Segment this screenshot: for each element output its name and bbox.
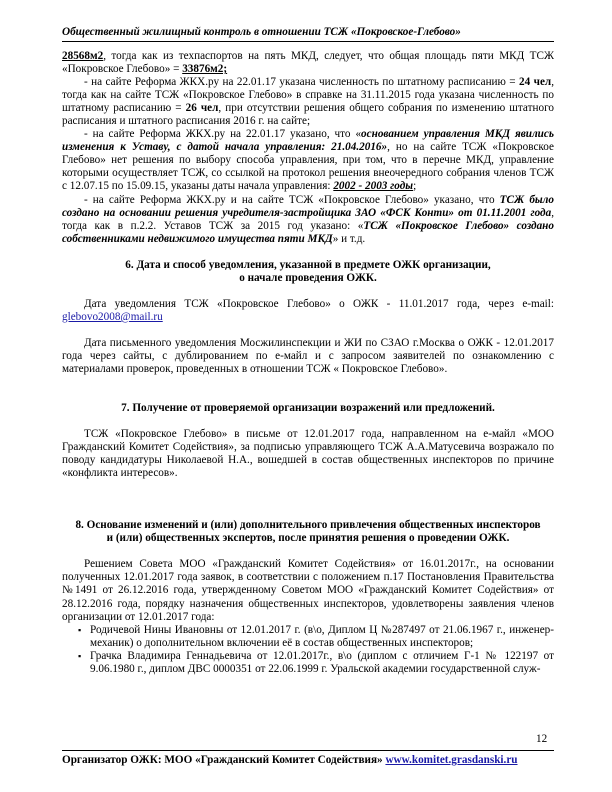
- paragraph-management-basis: - на сайте Реформа ЖКХ.ру на 22.01.17 указано, что «основанием управления МКД явились изменения к Уставу, с датой начала управления: 21.04.2016», но на сайте ТСЖ «Покровское Глебово» нет решения по выбору способа управления, при том, что в перечне МКД, управление которыми осуществляет ТСЖ, со ссылкой на протокол решения внеочередного собрания членов ТСЖ с 12.07.15 по 15.09.15, указаны даты начала управления: 2002 - 2003 годы;: [62, 128, 554, 193]
- paragraph-notification-email: Дата уведомления ТСЖ «Покровское Глебово» о ОЖК - 11.01.2017 года, через e-mail: glebovo2008@mail.ru: [62, 297, 554, 323]
- website-link[interactable]: www.komitet.grasdanski.ru: [385, 754, 518, 766]
- page-footer: Организатор ОЖК: МОО «Гражданский Комитет Содействия» www.komitet.grasdanski.ru: [62, 754, 518, 766]
- section-6-heading-line2: о начале проведения ОЖК.: [239, 271, 377, 284]
- paragraph-area: 28568м2, тогда как из техпаспортов на пять МКД, следует, что общая площадь пяти МКД ТСЖ «Покровское Глебово» = 33876м2;: [62, 50, 554, 76]
- paragraph-notification-inspection: Дата письменного уведомления Мосжилинспекции и ЖИ по СЗАО г.Москва о ОЖК - 12.01.2017 года через сайты, с дублированием по е-майл и с запросом заявителей по ознакомлению с материалами проверок, проведенных в отношении ТСЖ « Покровское Глебово».: [62, 336, 554, 375]
- paragraph-council-decision: Решением Совета МОО «Гражданский Комитет Содействия» от 16.01.2017г., на основании полученных 12.01.2017 года заявок, в соответствии с положением п.17 Постановления Правительства №1491 от 26.12.2016 года, утвержденному Советом МОО «Гражданский Комитет Содействия» от 28.12.2016 года, порядку назначения общественных инспекторов, удовлетворены заявления членов организации от 12.01.2017 года:: [62, 558, 554, 623]
- footer-rule: [62, 750, 554, 751]
- section-7-heading: 7. Получение от проверяемой организации возражений или предложений.: [121, 402, 495, 415]
- section-6-heading-line1: 6. Дата и способ уведомления, указанной в предмете ОЖК организации,: [125, 258, 491, 271]
- bullet-icon: ▪: [78, 624, 82, 635]
- header-rule: [62, 41, 554, 42]
- document-body: [62, 50, 554, 676]
- page-number: 12: [536, 733, 548, 745]
- email-link[interactable]: glebovo2008@mail.ru: [62, 310, 163, 323]
- paragraph-objections: ТСЖ «Покровское Глебово» в письме от 12.01.2017 года, направленном на е-майл «МОО Гражданский Комитет Содействия», за подписью управляющего ТСЖ А.А.Матусевича возражало по поводу кандидатуры Николаевой Н.А., вошедшей в состав общественных инспекторов по причине «конфликта интересов».: [62, 428, 554, 480]
- list-item: ▪ Грачка Владимира Геннадьевича от 12.01.2017г., в\о (диплом с отличием Г-1 № 122197 от 9.06.1980 г., диплом ДВС 0000351 от 22.06.1999 г. Уральской академии государственной служ-: [78, 649, 554, 675]
- paragraph-staff: - на сайте Реформа ЖКХ.ру на 22.01.17 указана численность по штатному расписанию = 24 чел, тогда как на сайте ТСЖ «Покровское Глебово» в справке на 31.11.2015 года указана численность по штатному расписанию = 26 чел, при отсутствии решения общего собрания по изменению штатного расписания и штатного расписания 2016 г. на сайте;: [62, 76, 554, 128]
- paragraph-founding: - на сайте Реформа ЖКХ.ру и на сайте ТСЖ «Покровское Глебово» указано, что ТСЖ было создано на основании решения учредителя-застройщика ЗАО «ФСК Конти» от 01.11.2001 года, тогда как в п.2.2. Уставов ТСЖ за 2015 год указано: «ТСЖ «Покровское Глебово» создано собственниками недвижимого имущества пяти МКД» и т.д.: [62, 193, 554, 245]
- bullet-icon: ▪: [78, 650, 82, 661]
- section-8-heading-line1: 8. Основание изменений и (или) дополнительного привлечения общественных инспекторов: [75, 519, 541, 532]
- list-item: ▪ Родичевой Нины Ивановны от 12.01.2017 г. (в\о, Диплом Ц №287497 от 21.06.1967 г., инженер-механик) о дополнительном включении её в состав общественных инспекторов;: [78, 623, 554, 649]
- page-header: Общественный жилищный контроль в отношении ТСЖ «Покровское-Глебово»: [62, 26, 461, 38]
- section-8-heading-line2: и (или) общественных экспертов, после принятия решения о проведении ОЖК.: [106, 532, 510, 545]
